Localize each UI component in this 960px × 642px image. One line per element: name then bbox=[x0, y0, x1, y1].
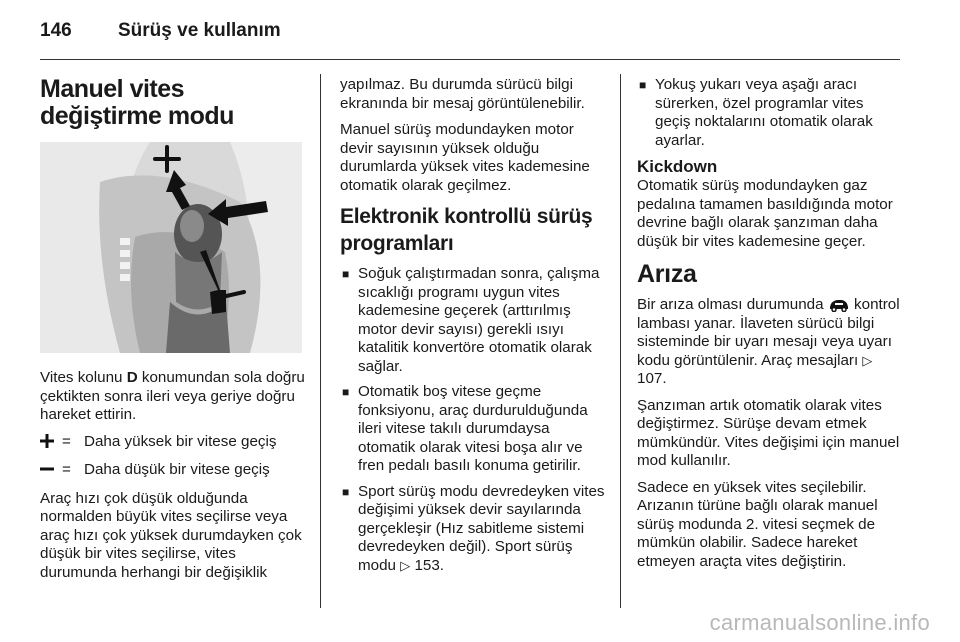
car-wrench-icon bbox=[828, 298, 850, 312]
minus-icon bbox=[40, 461, 62, 479]
legend-text: Daha yüksek bir vitese geçiş bbox=[84, 432, 277, 450]
plus-icon bbox=[40, 433, 62, 451]
legend-row-plus: = Daha yüksek bir vitese geçiş bbox=[40, 433, 305, 452]
section-title: Sürüş ve kullanım bbox=[118, 20, 281, 41]
header-rule bbox=[40, 59, 900, 60]
column-divider bbox=[620, 74, 621, 608]
instruction-text: Vites kolunu D konumundan sola doğru çektikten sonra ileri veya geriye doğru hareket ettirin. bbox=[40, 369, 305, 423]
page-number: 146 bbox=[40, 20, 72, 41]
paragraph: Araç hızı çok düşük olduğunda normalden büyük vites seçilirse veya araç hızı çok yüksek durumdayken çok düşük bir vites seçilirse, vites durumunda herhangi bir değişiklik bbox=[40, 489, 302, 581]
paragraph: Bir arıza olması durumunda kontrol lambası yanar. İlaveten sürücü bilgi sisteminde bir uyarı mesajı veya uyarı kodu görüntülenir. Araç mesajları ▷ 107. bbox=[637, 296, 900, 387]
paragraph: Manuel sürüş modundayken motor devir sayısının yüksek olduğu durumlarda yüksek vites kademesine otomatik olarak geçilmez. bbox=[340, 121, 590, 194]
column-1 bbox=[40, 76, 305, 590]
list-item: ■ Otomatik boş vitese geçme fonksiyonu, araç durdurulduğunda ileri vitese takılı durumdaysa otomatik olarak vitesi boşa alır ve fren pedalı basılı konuma getirilir. bbox=[340, 383, 605, 476]
page-ref-arrow-icon: ▷ bbox=[862, 352, 873, 368]
paragraph: Otomatik sürüş modundayken gaz pedalına tamamen basıldığında motor devrine bağlı olarak şanzıman daha düşük bir vites kademesine geçer. bbox=[637, 177, 893, 250]
page-ref[interactable]: 153. bbox=[414, 556, 445, 574]
section-heading: Elektronik kontrollü sürüş programları bbox=[340, 205, 593, 255]
legend-text: Daha düşük bir vitese geçiş bbox=[84, 461, 270, 478]
page-ref[interactable]: 107. bbox=[637, 370, 667, 387]
gear-shifter-illustration bbox=[40, 142, 302, 353]
column-divider bbox=[320, 74, 321, 608]
subsection-heading: Kickdown bbox=[637, 157, 718, 176]
list-item: ■ Yokuş yukarı veya aşağı aracı sürerken, özel programlar vites geçiş noktalarını otomatik olarak ayarlar. bbox=[637, 76, 902, 150]
bullet-list bbox=[340, 265, 605, 575]
section-heading: Arıza bbox=[637, 260, 697, 288]
legend-row-minus: = Daha düşük bir vitese geçiş bbox=[40, 461, 305, 480]
column-3 bbox=[637, 76, 902, 579]
section-heading: Manuel vites değiştirme modu bbox=[40, 75, 234, 130]
paragraph: yapılmaz. Bu durumda sürücü bilgi ekranında bir mesaj görüntülenebilir. bbox=[340, 76, 585, 112]
list-item: ■ Soğuk çalıştırmadan sonra, çalışma sıcaklığı programı uygun vites kademesine geçerek (arttırılmış motor devir sayısı) gerekli ısıyı katalitik konvertöre otomatik olarak sağlar. bbox=[340, 265, 605, 376]
gear-position-d: D bbox=[126, 369, 138, 386]
watermark: carmanualsonline.info bbox=[709, 610, 930, 635]
bullet-list bbox=[637, 76, 902, 150]
paragraph: Şanzıman artık otomatik olarak vites değiştirmez. Sürüşe devam etmek mümkündür. Vites değişimi için manuel mod kullanılır. bbox=[637, 396, 900, 469]
list-item: ■ Sport sürüş modu devredeyken vites değişimi yüksek devir sayılarında gerçekleşir (Hız sabitleme sistemi devredeyken değil). Sport sürüş modu ▷ 153. bbox=[340, 483, 605, 576]
paragraph: Sadece en yüksek vites seçilebilir. Arızanın türüne bağlı olarak manuel sürüş modunda 2. vitesi seçmek de mümkün olabilir. Sadece hareket etmeyen araçta vites değiştirin. bbox=[637, 478, 878, 570]
page-ref-arrow-icon: ▷ bbox=[400, 557, 411, 573]
column-2 bbox=[340, 76, 605, 582]
